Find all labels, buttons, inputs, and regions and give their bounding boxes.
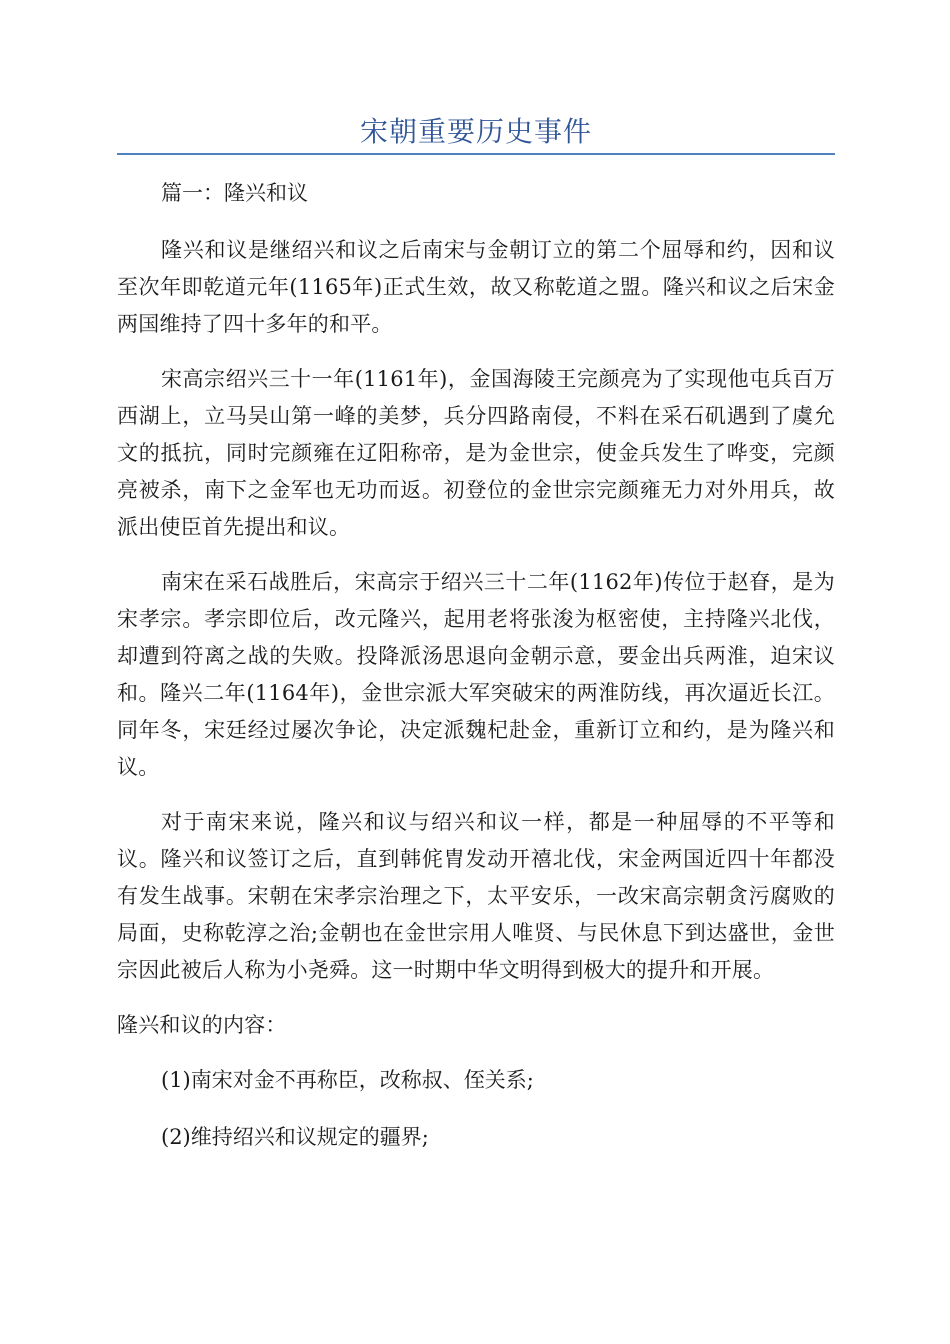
content-label: 隆兴和议的内容： (117, 1013, 287, 1037)
document-title: 宋朝重要历史事件 (359, 115, 592, 148)
paragraph-2: 宋高宗绍兴三十一年(1161年)，金国海陵王完颜亮为了实现他屯兵百万西湖上，立马吴山第一峰的美梦，兵分四路南侵，不料在采石矶遇到了虞允文的抵抗，同时完颜雍在辽阳称帝，是为金世宗，使金兵发生了哗变，完颜亮被杀，南下之金军也无功而返。初登位的金世宗完颜雍无力对外用兵，故派出使臣首先提出和议。 (117, 367, 835, 539)
content-item-2: (2)维持绍兴和议规定的疆界; (161, 1125, 429, 1149)
paragraph-3: 南宋在采石战胜后，宋高宗于绍兴三十二年(1162年)传位于赵眘，是为宋孝宗。孝宗即位后，改元隆兴，起用老将张浚为枢密使，主持隆兴北伐，却遭到符离之战的失败。投降派汤思退向金朝示意，要金出兵两淮，迫宋议和。隆兴二年(1164年)，金世宗派大军突破宋的两淮防线，再次逼近长江。同年冬，宋廷经过屡次争论，决定派魏杞赴金，重新订立和约，是为隆兴和议。 (117, 570, 835, 779)
paragraph-1: 隆兴和议是继绍兴和议之后南宋与金朝订立的第二个屈辱和约，因和议至次年即乾道元年(1165年)正式生效，故又称乾道之盟。隆兴和议之后宋金两国维持了四十多年的和平。 (117, 238, 835, 336)
title-underline (117, 153, 835, 155)
content-item-1: (1)南宋对金不再称臣，改称叔、侄关系; (161, 1068, 534, 1092)
paragraph-4: 对于南宋来说，隆兴和议与绍兴和议一样，都是一种屈辱的不平等和议。隆兴和议签订之后，直到韩侂胄发动开禧北伐，宋金两国近四十年都没有发生战事。宋朝在宋孝宗治理之下，太平安乐，一改宋高宗朝贪污腐败的局面，史称乾淳之治;金朝也在金世宗用人唯贤、与民休息下到达盛世，金世宗因此被后人称为小尧舜。这一时期中华文明得到极大的提升和开展。 (117, 810, 835, 982)
section-heading: 篇一：隆兴和议 (161, 181, 308, 205)
document-body (117, 175, 835, 1176)
